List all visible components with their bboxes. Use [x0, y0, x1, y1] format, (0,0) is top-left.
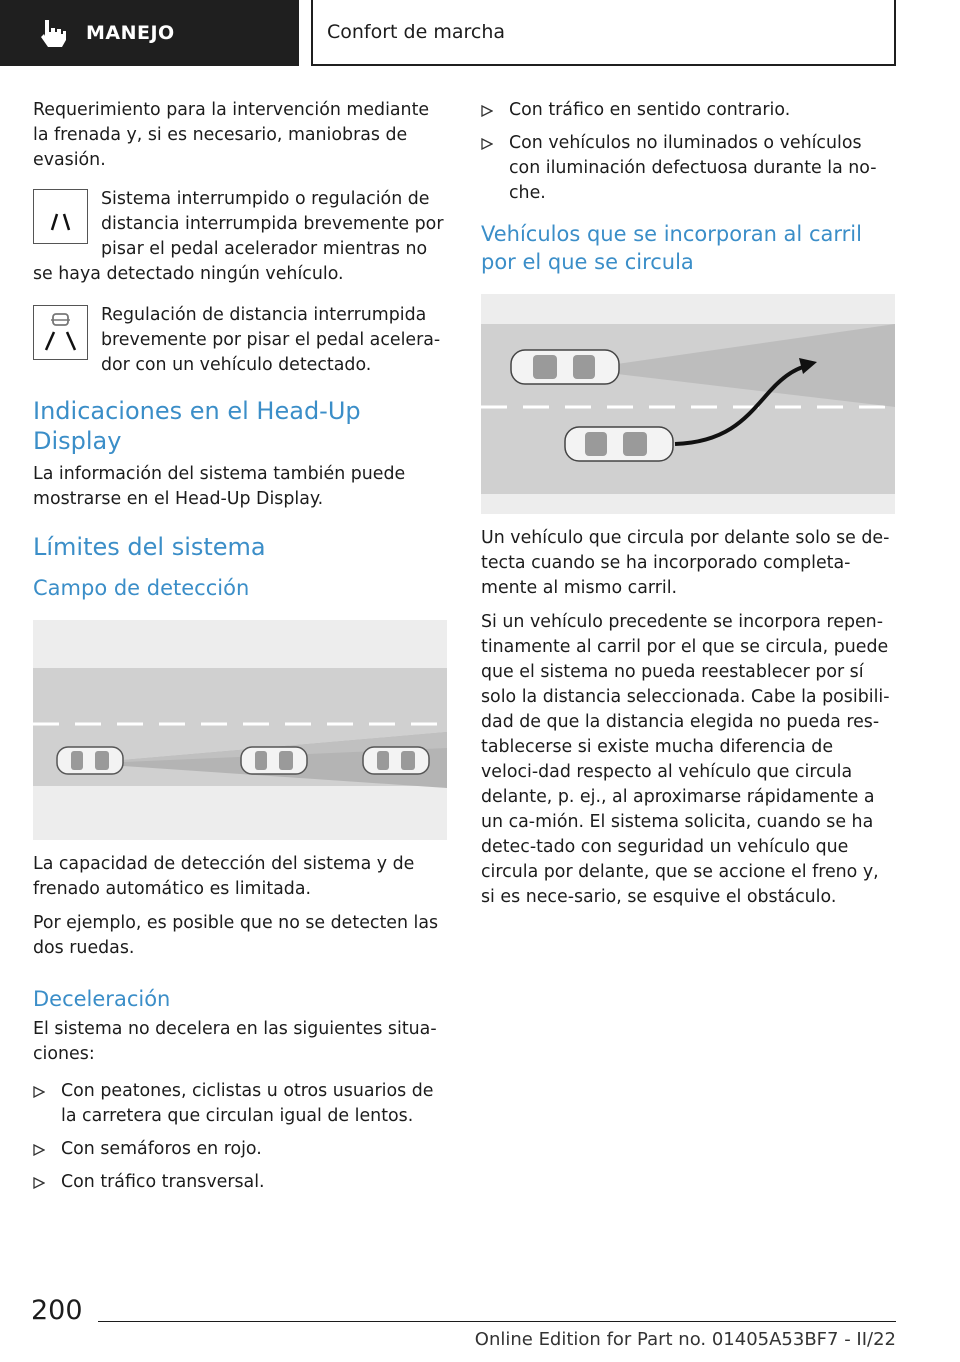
edition-text: Online Edition for Part no. 01405A53BF7 - II/22 — [474, 1329, 896, 1350]
heading-merging-vehicles: Vehículos que se incorporan al carril por el que se circula — [481, 222, 862, 274]
header-section-tab — [0, 0, 299, 66]
header-section-title: MANEJO — [86, 22, 175, 44]
merging-vehicle-illustration — [481, 294, 895, 514]
icon-item-text: Regulación de distancia interrumpida brevemente por pisar el pedal acelera-dor con un vehículo detectado. — [101, 305, 441, 375]
deceleration-list-continued — [481, 98, 895, 206]
list-item: Con tráfico en sentido contrario. — [481, 98, 895, 123]
road-lines-icon — [33, 189, 88, 244]
right-column — [481, 98, 895, 919]
footer-divider — [98, 1321, 896, 1322]
car-icon — [57, 747, 123, 774]
page-number: 200 — [31, 1295, 83, 1326]
deceleration-paragraph: El sistema no decelera en las siguientes situa-ciones: — [33, 1019, 437, 1064]
detection-field-illustration — [33, 620, 447, 840]
merge-paragraph-1: Un vehículo que circula por delante solo se de-tecta cuando se ha incorporado completa-mente al mismo carril. — [481, 528, 890, 598]
header-chapter-box — [311, 0, 896, 66]
car-icon — [565, 427, 673, 461]
road-vehicle-icon — [33, 305, 88, 360]
triangle-bullet-icon — [481, 138, 493, 150]
merge-paragraph-2: Si un vehículo precedente se incorpora repen-tinamente al carril por el que se circula, puede que el sistema no pueda reestablecer por sí solo la distancia seleccionada. Cabe la posibili-dad de que la distancia elegida no pueda res-tablecerse si existe mucha diferencia de veloci-dad respecto al vehículo que circula delante, p. ej., al aproximarse rápidamente a un ca-mión. El sistema solicita, cuando se ha detec-tado con seguridad un vehículo que circula por delante, que se accione el freno y, si es nece-sario, se esquive el obstáculo. — [481, 612, 890, 907]
triangle-bullet-icon — [33, 1177, 45, 1189]
heading-deceleration: Deceleración — [33, 987, 171, 1011]
car-icon — [241, 747, 307, 774]
detection-paragraph-1: La capacidad de detección del sistema y de frenado automático es limitada. — [33, 854, 415, 899]
car-icon — [363, 747, 429, 774]
deceleration-list — [33, 1079, 447, 1195]
car-icon — [511, 350, 619, 384]
icon-item-text: Sistema interrumpido o regulación de distancia interrumpida brevemente por pisar el pedal acelerador mientras no se haya detectado ningún vehículo. — [33, 189, 444, 284]
list-item: Con peatones, ciclistas u otros usuarios de la carretera que circulan igual de lentos. — [33, 1079, 447, 1129]
heading-hud: Indicaciones en el Head-Up Display — [33, 397, 361, 455]
hud-paragraph: La información del sistema también puede mostrarse en el Head-Up Display. — [33, 464, 406, 509]
list-item: Con tráfico transversal. — [33, 1170, 447, 1195]
header-chapter-title: Confort de marcha — [327, 21, 506, 43]
triangle-bullet-icon — [33, 1144, 45, 1156]
heading-system-limits: Límites del sistema — [33, 533, 266, 561]
icon-item-vehicle-detected — [33, 303, 447, 378]
icon-item-system-interrupted — [33, 187, 447, 287]
steering-hand-icon — [36, 16, 70, 50]
heading-detection-field: Campo de detección — [33, 576, 250, 600]
intro-paragraph: Requerimiento para la intervención mediante la frenada y, si es necesario, maniobras de evasión. — [33, 100, 430, 170]
triangle-bullet-icon — [481, 105, 493, 117]
list-item: Con semáforos en rojo. — [33, 1137, 447, 1162]
left-column — [33, 98, 447, 1203]
list-item: Con vehículos no iluminados o vehículos con iluminación defectuosa durante la no-che. — [481, 131, 895, 206]
triangle-bullet-icon — [33, 1086, 45, 1098]
detection-paragraph-2: Por ejemplo, es posible que no se detecten las dos ruedas. — [33, 913, 439, 958]
